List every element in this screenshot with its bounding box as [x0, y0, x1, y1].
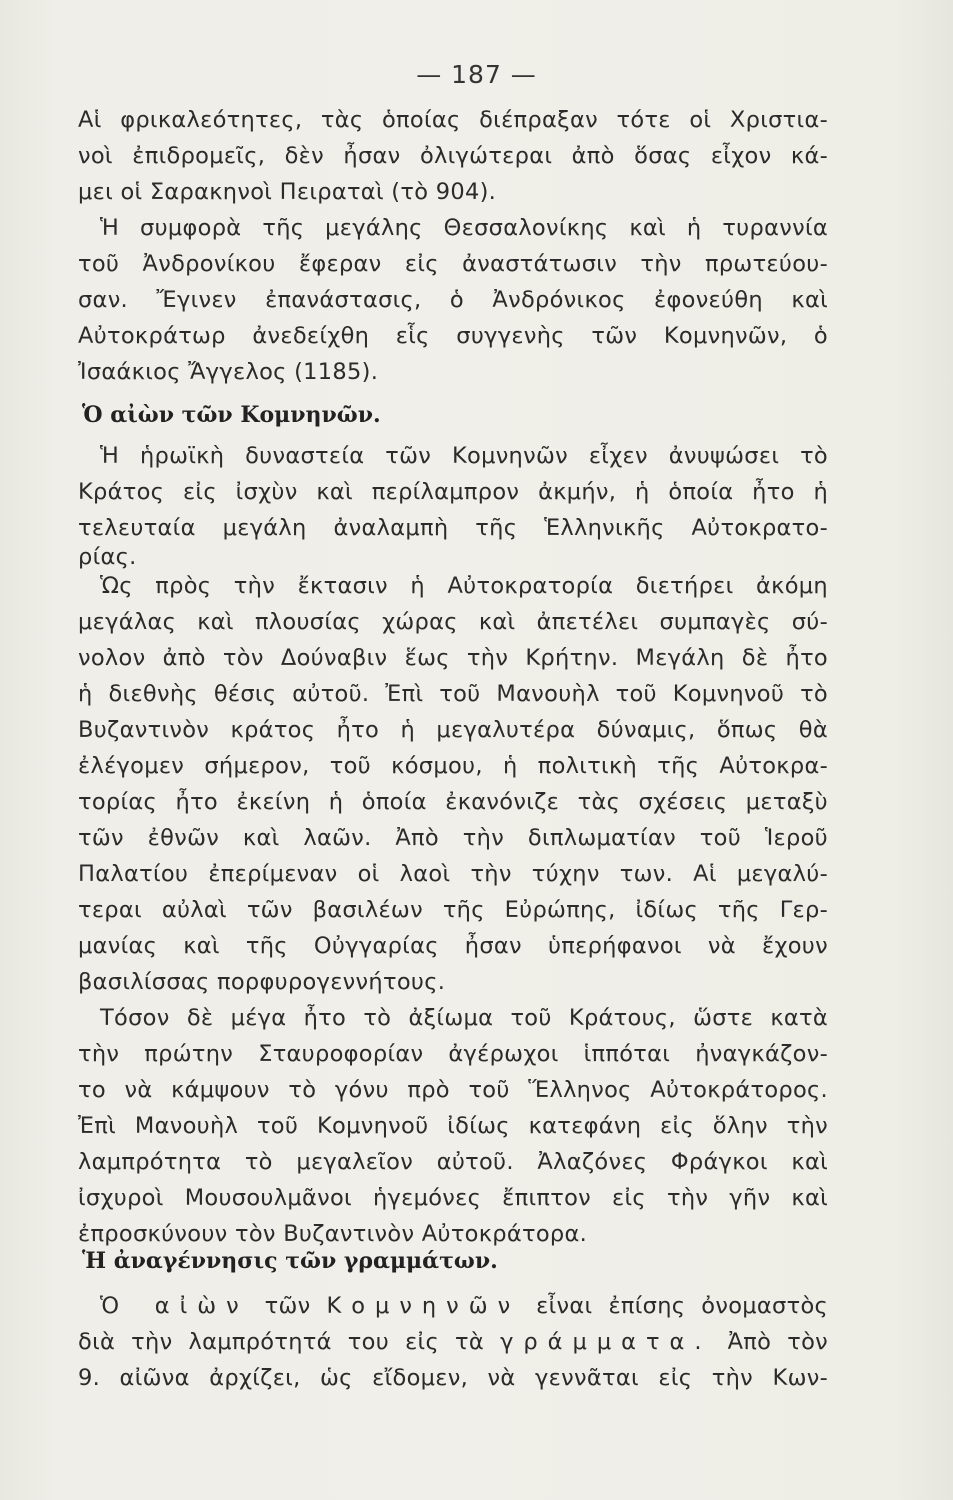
paragraph-block-3 — [78, 1288, 828, 1396]
text-line: νολον ἀπὸ τὸν Δούναβιν ἕως τὴν Κρήτην. Μεγάλη δὲ ἦτο — [78, 645, 828, 671]
emphasized-text: γράμματα. — [500, 1329, 712, 1355]
text-line: μει οἱ Σαρακηνοὶ Πειραταὶ (τὸ 904). — [78, 179, 497, 205]
text-line: Ἐπὶ Μανουὴλ τοῦ Κομνηνοῦ ἰδίως κατεφάνη εἰς ὅλην τὴν — [78, 1113, 828, 1139]
emphasized-text: Κομνηνῶν — [326, 1293, 521, 1319]
text-line: Ἰσαάκιος Ἄγγελος (1185). — [78, 359, 379, 385]
text-line: τελευταία μεγάλη ἀναλαμπὴ τῆς Ἑλληνικῆς Αὐτοκρατο- — [78, 515, 828, 541]
text-line: βασιλίσσας πορφυρογεννήτους. — [78, 969, 446, 995]
text-line: 9. αἰῶνα ἀρχίζει, ὡς εἴδομεν, νὰ γεννᾶται εἰς τὴν Κων- — [78, 1365, 828, 1391]
section-heading-komnenoi: Ὁ αἰὼν τῶν Κομνηνῶν. — [82, 402, 381, 428]
text-line: μεγάλας καὶ πλουσίας χώρας καὶ ἀπετέλει συμπαγὲς σύ- — [78, 609, 828, 635]
text-line: τὴν πρώτην Σταυροφορίαν ἀγέρωχοι ἱππόται ἠναγκάζον- — [78, 1041, 828, 1067]
text-line: λαμπρότητα τὸ μεγαλεῖον αὐτοῦ. Ἀλαζόνες Φράγκοι καὶ — [78, 1149, 828, 1175]
text-fragment: διὰ τὴν λαμπρότητά του εἰς τὰ — [78, 1329, 485, 1355]
text-line: Ἡ ἡρωϊκὴ δυναστεία τῶν Κομνηνῶν εἶχεν ἀνυψώσει τὸ — [100, 443, 828, 469]
text-line: Παλατίου ἐπερίμεναν οἱ λαοὶ τὴν τύχην των. Αἱ μεγαλύ- — [78, 861, 828, 887]
text-line: τορίας ἦτο ἐκείνη ἡ ὁποία ἐκανόνιζε τὰς σχέσεις μεταξὺ — [78, 789, 828, 815]
text-line: ἐπροσκύνουν τὸν Βυζαντινὸν Αὐτοκράτορα. — [78, 1221, 588, 1247]
text-line: Κράτος εἰς ἰσχὺν καὶ περίλαμπρον ἀκμήν, ἡ ὁποία ἦτο ἡ — [78, 479, 828, 505]
text-fragment: εἶναι ἐπίσης ὀνομαστὸς — [536, 1293, 829, 1319]
text-line: ἡ διεθνὴς θέσις αὐτοῦ. Ἐπὶ τοῦ Μανουὴλ τοῦ Κομνηνοῦ τὸ — [78, 681, 828, 707]
section-heading-renaissance: Ἡ ἀναγέννησις τῶν γραμμάτων. — [82, 1248, 498, 1274]
emphasized-text: Ὁ αἰὼν — [100, 1293, 249, 1319]
text-line: τεραι αὐλαὶ τῶν βασιλέων τῆς Εὐρώπης, ἰδίως τῆς Γερ- — [78, 897, 828, 923]
text-line: σαν. Ἔγινεν ἐπανάστασις, ὁ Ἀνδρόνικος ἐφονεύθη καὶ — [78, 287, 828, 313]
page-number: — 187 — — [416, 60, 537, 89]
text-line: μανίας καὶ τῆς Οὐγγαρίας ἦσαν ὑπερήφανοι νὰ ἔχουν — [78, 933, 828, 959]
text-fragment: Ἀπὸ τὸν — [727, 1329, 829, 1355]
text-line: Αὐτοκράτωρ ἀνεδείχθη εἷς συγγενὴς τῶν Κομνηνῶν, ὁ — [78, 323, 828, 349]
paragraph-block-2 — [78, 438, 828, 1252]
text-line: τοῦ Ἀνδρονίκου ἔφεραν εἰς ἀναστάτωσιν τὴν πρωτεύου- — [78, 251, 828, 277]
text-line: τῶν ἐθνῶν καὶ λαῶν. Ἀπὸ τὴν διπλωματίαν τοῦ Ἱεροῦ — [78, 825, 828, 851]
text-line: το νὰ κάμψουν τὸ γόνυ πρὸ τοῦ Ἕλληνος Αὐτοκράτορος. — [78, 1077, 828, 1103]
text-line: νοὶ ἐπιδρομεῖς, δὲν ἦσαν ὀλιγώτεραι ἀπὸ ὅσας εἶχον κά- — [78, 143, 828, 169]
text-line: Αἱ φρικαλεότητες, τὰς ὁποίας διέπραξαν τότε οἱ Χριστια- — [78, 107, 828, 133]
text-line-spaced-2 — [78, 1324, 828, 1360]
text-fragment: τῶν — [264, 1293, 311, 1319]
text-line: ἐλέγομεν σήμερον, τοῦ κόσμου, ἡ πολιτικὴ τῆς Αὐτοκρα- — [78, 753, 828, 779]
text-line: Βυζαντινὸν κράτος ἦτο ἡ μεγαλυτέρα δύναμις, ὅπως θὰ — [78, 717, 828, 743]
text-line: ρίας. — [78, 544, 137, 570]
text-line-spaced-1 — [78, 1288, 828, 1324]
text-line: Ὡς πρὸς τὴν ἔκτασιν ἡ Αὐτοκρατορία διετήρει ἀκόμη — [100, 573, 828, 599]
paragraph-block-1 — [78, 102, 828, 390]
text-line: ἰσχυροὶ Μουσουλμᾶνοι ἡγεμόνες ἔπιπτον εἰς τὴν γῆν καὶ — [78, 1185, 828, 1211]
text-line: Τόσον δὲ μέγα ἦτο τὸ ἀξίωμα τοῦ Κράτους, ὥστε κατὰ — [100, 1005, 828, 1031]
text-line: Ἡ συμφορὰ τῆς μεγάλης Θεσσαλονίκης καὶ ἡ τυραννία — [100, 215, 828, 241]
